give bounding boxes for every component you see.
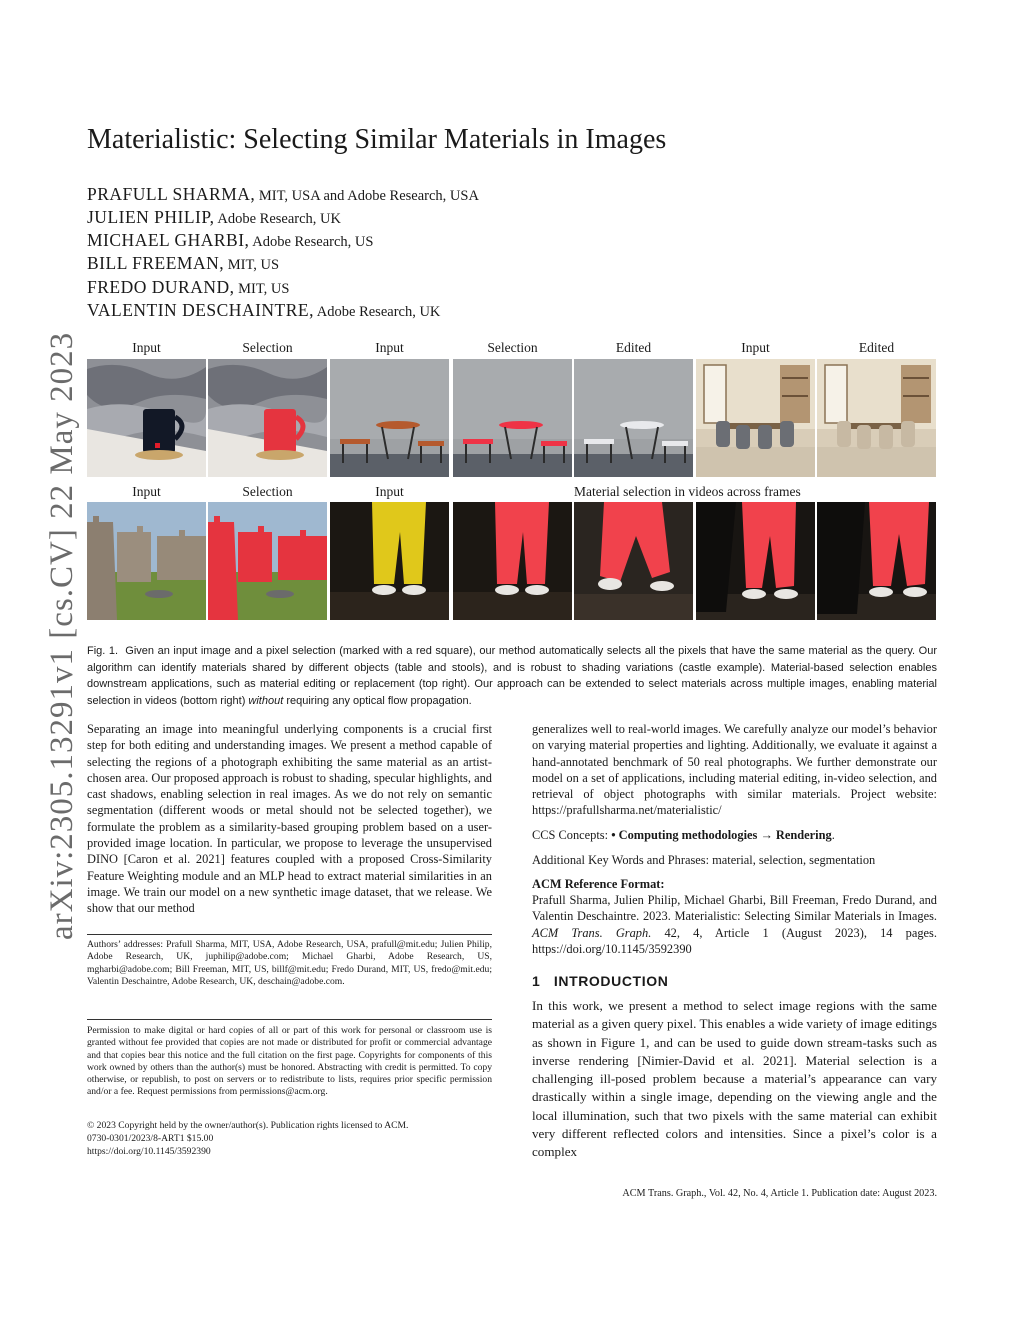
permission-notice: Permission to make digital or hard copies of all or part of this work for personal or classroom use is granted without fee provided that copies are not made or distributed for profit or commercial advantage and that copies bear this notice and the full citation on the first page. Copyrights for components of this work owned by others than the author(s) must be honored. Abstracting with credit is permitted. To copy otherwise, or republish, to post on servers or to redistribute to lists, requires prior specific permission and/or a fee. Request permissions from permissions@acm.org. <box>87 1025 492 1098</box>
author-affiliation: MIT, US <box>224 257 280 273</box>
introduction-body: In this work, we present a method to select image regions with the same material as a given query pixel. This enables a wide variety of image editings as shown in Figure 1, and can be used to guide down stream-tasks such as inverse rendering [Nimier-David et al. 2021]. Material selection is a challenging ill-posed problem because a material’s appearance can vary drastically within a single image, depending on the viewing angle and the local illumination, such that two pixels with the same material can exhibit very different reflected colors and intensities. Since a pixel’s color is a complex <box>532 998 937 1160</box>
figure-label: Material selection in videos across frames <box>574 484 801 499</box>
figure-panel-mug-selection <box>208 359 327 477</box>
figure-label: Edited <box>615 340 652 355</box>
figure-panel-dining-edited <box>817 359 936 477</box>
running-footer: ACM Trans. Graph., Vol. 42, No. 4, Article 1. Publication date: August 2023. <box>622 1188 937 1199</box>
author-line <box>87 253 279 274</box>
caption-text: Given an input image and a pixel selection (marked with a red square), our method automatically selects all the pixels that have the same material as the query. Our algorithm can identify materials shared by different objects (table and stools), and is robust to shading variations (castle example). Material-based selection enables downstream applications, such as material editing or replacement (top right). Our approach can be extended to select materials across multiple images, enabling material selection in videos (bottom right) <box>87 645 937 707</box>
figure-label: Input <box>132 484 161 499</box>
author-affiliation: MIT, US <box>234 281 290 297</box>
caption-label: Fig. 1. <box>87 645 119 657</box>
figure-panel-mug-input <box>87 359 206 477</box>
figure-label: Input <box>375 484 404 499</box>
figure-panel-video-frame-2 <box>574 502 693 620</box>
figure-panel-video-input <box>330 502 449 620</box>
author-line <box>87 207 341 228</box>
ccs-end: . <box>831 828 835 842</box>
figure-panel-video-frame-1 <box>453 502 572 620</box>
figure-label: Selection <box>242 484 293 499</box>
figure-label: Edited <box>858 340 895 355</box>
section-number: 1 <box>532 973 541 989</box>
figure-label: Input <box>132 340 161 355</box>
figure-panel-table-input <box>330 359 449 477</box>
figure-panel-castle-input <box>87 502 206 620</box>
figure-label: Input <box>741 340 770 355</box>
abstract-left: Separating an image into meaningful underlying components is a crucial first step for both editing and understanding images. We present a method capable of selecting the regions of a photograph exhibiting the same material as an artist-chosen area. Our proposed approach is robust to shading, specular highlights, and cast shadows, enabling selection in real images. As we do not rely on semantic segmentation (different woods or metal should not be selected together), we formulate the problem as a similarity-based grouping problem based on a user-provided image location. In particular, we propose to leverage the unsupervised DINO [Caron et al. 2021] features coupled with a proposed Cross-Similarity Feature Weighting module and an MLP head to extract material similarities in an image. We train our model on a new synthetic image dataset, that we release. We show that our method <box>87 722 492 916</box>
caption-emphasis: without <box>248 694 284 707</box>
reference-journal: ACM Trans. Graph. <box>532 925 652 940</box>
figure-panel-dining-input <box>696 359 815 477</box>
figure-panel-table-selection <box>453 359 572 477</box>
author-name: BILL FREEMAN, <box>87 253 225 273</box>
author-affiliation: Adobe Research, US <box>249 234 374 250</box>
author-line <box>87 300 440 321</box>
abstract-right: generalizes well to real-world images. We carefully analyze our model’s behavior on varying material properties and lighting. Additionally, we evaluate it against a hand-annotated benchmark of 50 real photographs. We further demonstrate our model on a set of applications, including material editing, in-video selection, and retrieval of object photographs with similar materials. Project website: https://prafullsharma.net/materialistic/ <box>532 722 937 818</box>
ccs-value: • Computing methodologies → Rendering <box>611 828 832 842</box>
reference-text-b: 42, 4, Article 1 (August 2023), 14 pages. https://doi.org/10.1145/3592390 <box>532 925 937 956</box>
figure-panel-video-frame-3 <box>696 502 815 620</box>
doi-line: https://doi.org/10.1145/3592390 <box>87 1146 211 1157</box>
issn-line: 0730-0301/2023/8-ART1 $15.00 <box>87 1133 214 1144</box>
section-title: INTRODUCTION <box>553 973 669 989</box>
author-line <box>87 230 373 251</box>
caption-text-end: requiring any optical flow propagation. <box>286 694 472 707</box>
author-name: FREDO DURAND, <box>87 277 235 297</box>
author-affiliation: MIT, USA and Adobe Research, USA <box>255 188 479 204</box>
footnote-rule <box>87 1019 492 1020</box>
reference-text <box>532 892 937 957</box>
keywords: Additional Key Words and Phrases: material, selection, segmentation <box>532 853 876 867</box>
figure-panel-table-edited <box>574 359 693 477</box>
figure-label: Selection <box>487 340 538 355</box>
section-heading <box>532 973 668 989</box>
author-line <box>87 277 289 298</box>
figure-label: Input <box>375 340 404 355</box>
ccs-label: CCS Concepts: <box>532 828 609 842</box>
author-affiliation: Adobe Research, UK <box>214 211 341 227</box>
figure-panel-castle-selection <box>208 502 327 620</box>
reference-text-a: Prafull Sharma, Julien Philip, Michael Gharbi, Bill Freeman, Fredo Durand, and Valentin Deschaintre. 2023. Materialistic: Selecting Similar Materials in Images. <box>532 893 937 924</box>
author-name: PRAFULL SHARMA, <box>87 184 256 204</box>
figure-panel-video-frame-4 <box>817 502 936 620</box>
arxiv-identifier: arXiv:2305.13291v1 [cs.CV] 22 May 2023 <box>44 331 80 940</box>
author-line <box>87 184 479 205</box>
author-name: VALENTIN DESCHAINTRE, <box>87 300 314 320</box>
authors-addresses: Authors’ addresses: Prafull Sharma, MIT, USA, Adobe Research, USA, prafull@mit.edu; Julien Philip, Adobe Research, UK, juphilip@adobe.com; Michael Gharbi, Adobe Research, US, mgharbi@adobe.com; Bill Freeman, MIT, US, billf@mit.edu; Fredo Durand, MIT, US, fredo@mit.edu; Valentin Deschaintre, Adobe Research, UK, deschain@adobe.com. <box>87 939 492 987</box>
author-affiliation: Adobe Research, UK <box>313 304 441 320</box>
figure-caption <box>87 643 937 709</box>
author-name: MICHAEL GHARBI, <box>87 230 250 250</box>
figure-label: Selection <box>242 340 293 355</box>
ccs-concepts <box>532 827 937 843</box>
reference-heading-text: ACM Reference Format: <box>532 877 665 891</box>
reference-heading <box>532 876 937 892</box>
footnote-rule <box>87 934 492 935</box>
author-name: JULIEN PHILIP, <box>87 207 215 227</box>
paper-title: Materialistic: Selecting Similar Materials in Images <box>87 124 667 155</box>
copyright-line: © 2023 Copyright held by the owner/author(s). Publication rights licensed to ACM. <box>87 1120 409 1131</box>
